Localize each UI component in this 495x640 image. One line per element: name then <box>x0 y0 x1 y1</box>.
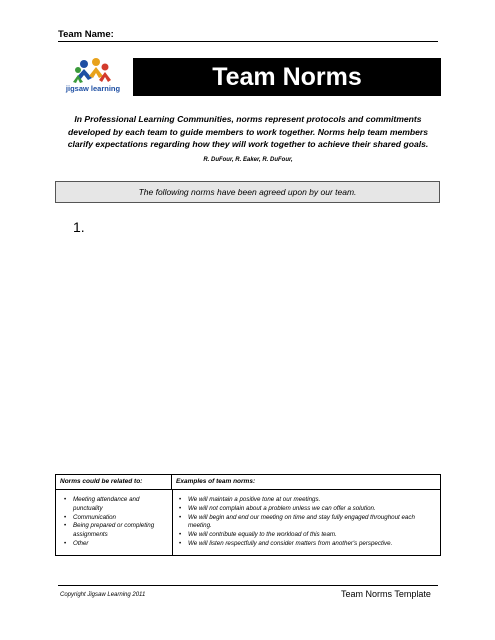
list-item: • We will maintain a positive tone at our meetings. <box>179 496 437 505</box>
logo-text: jigsaw learning <box>65 84 121 93</box>
list-item: • We will not complain about a problem unless we can offer a solution. <box>179 505 437 514</box>
norms-table <box>55 474 441 556</box>
authors-citation: R. DuFour, R. Eaker, R. DuFour, <box>203 157 293 163</box>
page-title: Team Norms <box>212 63 362 91</box>
footer-copyright: Copyright Jigsaw Learning 2011 <box>60 592 146 598</box>
footer-doc-title: Team Norms Template <box>341 589 431 599</box>
list-item: • We will listen respectfully and consider matters from another's perspective. <box>179 540 437 549</box>
team-name-line <box>58 41 438 42</box>
list-item: • Being prepared or completing assignments <box>64 522 164 540</box>
agreed-statement-box: The following norms have been agreed upon by our team. <box>55 181 440 203</box>
list-item: • Meeting attendance and punctuality <box>64 496 164 514</box>
norm-number: 1. <box>73 219 85 235</box>
table-header-examples: Examples of team norms: <box>176 478 256 485</box>
related-topics-list <box>64 496 164 549</box>
list-item: • Other <box>64 540 164 549</box>
table-header-related: Norms could be related to: <box>56 475 172 489</box>
table-column-divider <box>172 489 173 555</box>
list-item: • We will begin and end our meeting on time and stay fully engaged throughout each meeting. <box>179 514 437 532</box>
list-item: • We will contribute equally to the workload of this team. <box>179 531 437 540</box>
list-item: • Communication <box>64 514 164 523</box>
footer-line <box>58 585 438 586</box>
table-header-divider <box>56 489 440 490</box>
example-norms-list <box>179 496 437 549</box>
intro-paragraph: In Professional Learning Communities, norms represent protocols and commitments developed by each team to guide members to work together. Norms help team members clarify expectations regarding how they will work together to achieve their shared goals. <box>67 114 429 149</box>
team-name-label: Team Name: <box>58 29 114 40</box>
